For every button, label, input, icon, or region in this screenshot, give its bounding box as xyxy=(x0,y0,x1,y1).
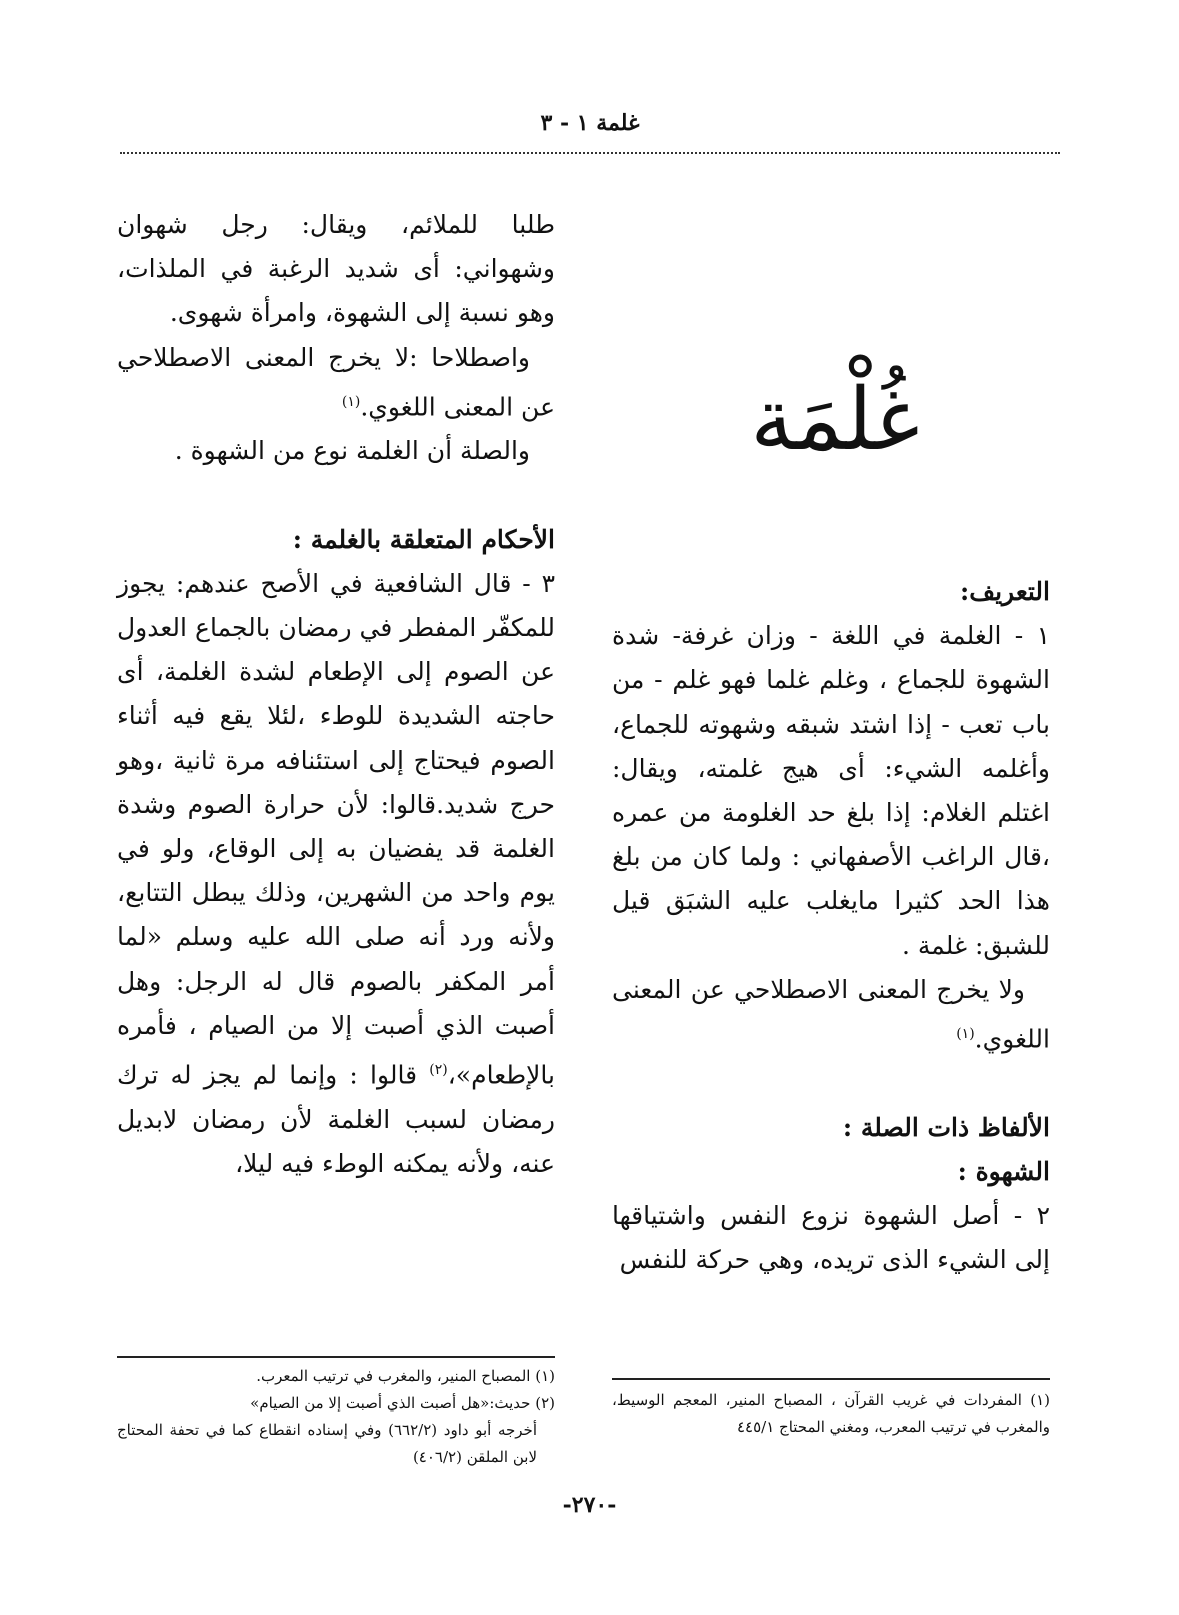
footnote-ref-1: (١) xyxy=(956,1026,975,1043)
definition-paragraph: ١ - الغلمة في اللغة - وزان غرفة- شدة الشهوة للجماع ، وغلم غلما فهو غلم - من باب تعب - إذا اشتد شبقه وشهوته للجماع، وأغلمه الشيء: أى هيج غلمته، ويقال: اغتلم الغلام: إذا بلغ حد الغلومة من عمره ،قال الراغب الأصفهاني : ولما كان من بلغ هذا الحد كثيرا مايغلب عليه الشبَق قيل للشبق: غلمة . xyxy=(612,621,1050,960)
left-column xyxy=(117,203,555,1186)
shahwa-technical-text: واصطلاحا :لا يخرج المعنى الاصطلاحي عن المعنى اللغوي. xyxy=(117,342,555,422)
shahwa-technical-paragraph xyxy=(117,336,555,430)
relation-paragraph: والصلة أن الغلمة نوع من الشهوة . xyxy=(174,436,530,466)
entry-title: غُلْمَة xyxy=(750,370,920,470)
spacer xyxy=(117,474,555,518)
page-header xyxy=(120,100,1060,146)
shahwa-paragraph: ٢ - أصل الشهوة نزوع النفس واشتياقها إلى الشيء الذى تريده، وهي حركة للنفس xyxy=(612,1200,1050,1275)
right-column xyxy=(612,570,1050,1282)
definition-technical-text: ولا يخرج المعنى الاصطلاحي عن المعنى اللغوي. xyxy=(612,974,1050,1054)
footnote-ref-2: (٢) xyxy=(429,1061,448,1078)
shahwa-continuation-paragraph: طلبا للملائم، ويقال: رجل شهوان وشهواني: أى شديد الرغبة في الملذات، وهو نسبة إلى الشهوة، وامرأة شهوى. xyxy=(117,210,555,328)
footnote-2-left: (٢) حديث:«هل أصبت الذي أصبت إلا من الصيام» xyxy=(250,1394,555,1412)
footnote-2-detail: أخرجه أبو داود (٦٦٢/٢) وفي إسناده انقطاع كما في تحفة المحتاج لابن الملقن (٤٠٦/٢) xyxy=(117,1421,537,1466)
footnote-1-right: (١) المفردات في غريب القرآن ، المصباح المنير، المعجم الوسيط، والمغرب في ترتيب المعرب، ومغني المحتاج ٤٤٥/١ xyxy=(612,1391,1050,1436)
definition-heading: التعريف: xyxy=(959,577,1050,606)
rulings-paragraph xyxy=(117,562,555,1186)
footnote-divider-right xyxy=(612,1378,1050,1380)
header-title: غلمة ١ - ٣ xyxy=(540,110,640,136)
rulings-text-part2: قالوا : وإنما لم يجز له ترك رمضان لسبب الغلمة لأن رمضان لابديل عنه، ولأنه يمكنه الوطء فيه ليلا، xyxy=(117,1060,555,1178)
footnote-1-left: (١) المصباح المنير، والمغرب في ترتيب المعرب. xyxy=(256,1367,555,1385)
rulings-heading: الأحكام المتعلقة بالغلمة : xyxy=(292,524,555,554)
footnote-ref-1: (١) xyxy=(341,393,361,410)
page-number: -٢٧٠- xyxy=(562,1492,617,1518)
header-divider xyxy=(120,152,1060,154)
footnotes-left xyxy=(117,1363,555,1471)
spacer xyxy=(612,1062,1050,1106)
definition-technical-paragraph xyxy=(612,968,1050,1062)
related-terms-heading: الألفاظ ذات الصلة : xyxy=(842,1112,1050,1142)
footnotes-right xyxy=(612,1387,1050,1441)
rulings-text-part1: ٣ - قال الشافعية في الأصح عندهم: يجوز للمكفّر المفطر في رمضان بالجماع العدول عن الصوم إلى الإطعام لشدة الغلمة، أى حاجته الشديدة للوطء ،لئلا يقع فيه أثناء الصوم فيحتاج إلى استئنافه مرة ثانية ،وهو حرج شديد.قالوا: لأن حرارة الصوم وشدة الغلمة قد يفضيان به إلى الوقاع، ولو في يوم واحد من الشهرين، وذلك يبطل التتابع، ولأنه ورد أنه صلى الله عليه وسلم «لما أمر المكفر بالصوم قال له الرجل: وهل أصبت الذي أصبت إلا من الصيام ، فأمره بالإطعام»، xyxy=(117,568,555,1090)
footnote-divider-left xyxy=(117,1356,555,1358)
shahwa-heading: الشهوة : xyxy=(957,1156,1050,1186)
